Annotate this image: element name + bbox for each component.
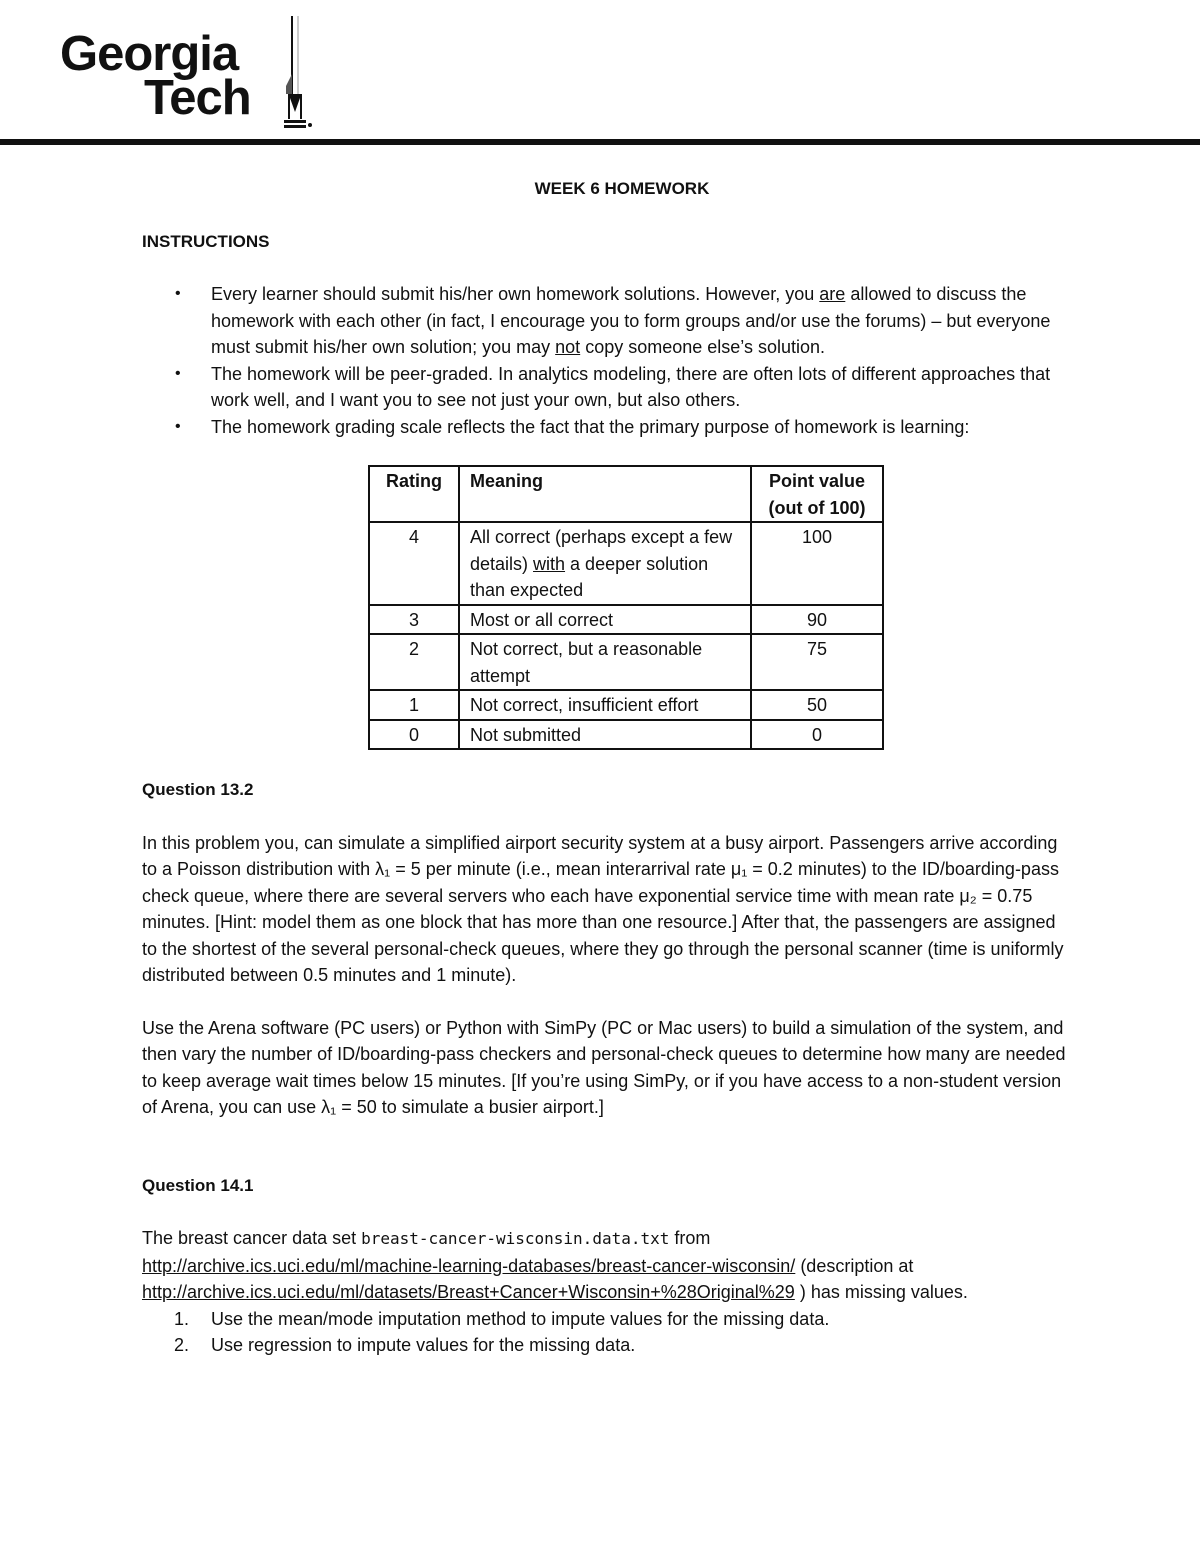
header-point-value: Point value (out of 100) <box>751 466 883 522</box>
dataset-link[interactable]: http://archive.ics.uci.edu/ml/machine-learning-databases/breast-cancer-wisconsin/ <box>142 1255 796 1276</box>
question-14-1-list <box>142 1306 1072 1359</box>
table-row <box>369 605 883 635</box>
cell-points: 75 <box>751 634 883 690</box>
cell-meaning: Most or all correct <box>459 605 751 635</box>
dataset-filename: breast-cancer-wisconsin.data.txt <box>361 1229 670 1248</box>
cell-points: 100 <box>751 522 883 605</box>
logo-line-tech: Tech <box>144 71 251 125</box>
cell-meaning: All correct (perhaps except a few details) with a deeper solution than expected <box>459 522 751 605</box>
list-item: 2. Use regression to impute values for the missing data. <box>174 1335 636 1355</box>
table-row <box>369 634 883 690</box>
bullet-icon: • <box>175 285 181 302</box>
homework-page <box>142 176 1072 1359</box>
cell-points: 0 <box>751 720 883 750</box>
cell-meaning: Not correct, but a reasonable attempt <box>459 634 751 690</box>
list-item: • The homework grading scale reflects the fact that the primary purpose of homework is learning: <box>142 414 1072 441</box>
header-meaning: Meaning <box>459 466 751 522</box>
spacer <box>142 1147 1072 1173</box>
list-item: • The homework will be peer-graded. In analytics modeling, there are often lots of different approaches that work well, and I want you to see not just your own, but also others. <box>142 361 1072 414</box>
georgia-tech-logo <box>58 14 328 130</box>
question-13-2-paragraph-1: In this problem you, can simulate a simplified airport security system at a busy airport. Passengers arrive according to a Poisson distribution with λ₁ = 5 per minute (i.e., mean interarrival rate μ₁ = 0.2 minutes) to the ID/boarding-pass check queue, where there are several servers who each have exponential service time with mean rate μ₂ = 0.75 minutes. [Hint: model them as one block that has more than one resource.] After that, the passengers are assigned to the shortest of the several personal-check queues, where they go through the personal scanner (time is uniformly distributed between 0.5 minutes and 1 minute). <box>142 832 1064 985</box>
question-13-2-heading: Question 13.2 <box>142 780 254 799</box>
instructions-heading: INSTRUCTIONS <box>142 231 270 251</box>
list-item: 1. Use the mean/mode imputation method to impute values for the missing data. <box>174 1308 830 1329</box>
table-header-row <box>369 466 883 522</box>
question-14-1-heading: Question 14.1 <box>142 1175 254 1195</box>
cell-points: 50 <box>751 690 883 720</box>
cell-rating: 1 <box>369 690 459 720</box>
table-row <box>369 690 883 720</box>
cell-points: 90 <box>751 605 883 635</box>
logo-line-georgia: Georgia <box>60 27 239 81</box>
table-row <box>369 522 883 605</box>
question-14-1-intro: The breast cancer data set breast-cancer-wisconsin.data.txt from http://archive.ics.uci.edu/ml/machine-learning-databases/breast-cancer-wisconsin/ (description at http://archive.ics.uci.edu/ml/datasets/Breast+Cancer+Wisconsin+%28Original%29 ) has missing values. <box>142 1228 968 1302</box>
bullet-icon: • <box>175 417 181 435</box>
page-title: WEEK 6 HOMEWORK <box>534 179 710 198</box>
question-13-2-paragraph-2: Use the Arena software (PC users) or Python with SimPy (PC or Mac users) to build a simulation of the system, and then vary the number of ID/boarding-pass checkers and personal-check queues to determine how many are needed to keep average wait times below 15 minutes. [If you’re using SimPy, or if you have access to a non-student version of Arena, you can use λ₁ = 50 to simulate a busier airport.] <box>142 1017 1066 1117</box>
list-item: • Every learner should submit his/her own homework solutions. However, you are allowed to discuss the homework with each other (in fact, I encourage you to form groups and/or use the forums) – but everyone must submit his/her own solution; you may not copy someone else’s solution. <box>142 281 1072 361</box>
cell-rating: 2 <box>369 634 459 690</box>
cell-rating: 4 <box>369 522 459 605</box>
tech-tower-icon <box>278 14 328 130</box>
instructions-list <box>142 281 1072 440</box>
cell-meaning: Not submitted <box>459 720 751 750</box>
table-row <box>369 720 883 750</box>
bullet-icon: • <box>175 364 181 382</box>
grading-scale-table <box>368 465 884 750</box>
cell-meaning: Not correct, insufficient effort <box>459 690 751 720</box>
header-rating: Rating <box>369 466 459 522</box>
cell-rating: 0 <box>369 720 459 750</box>
cell-rating: 3 <box>369 605 459 635</box>
dataset-description-link[interactable]: http://archive.ics.uci.edu/ml/datasets/Breast+Cancer+Wisconsin+%28Original%29 <box>142 1282 795 1302</box>
header-divider <box>0 139 1200 145</box>
